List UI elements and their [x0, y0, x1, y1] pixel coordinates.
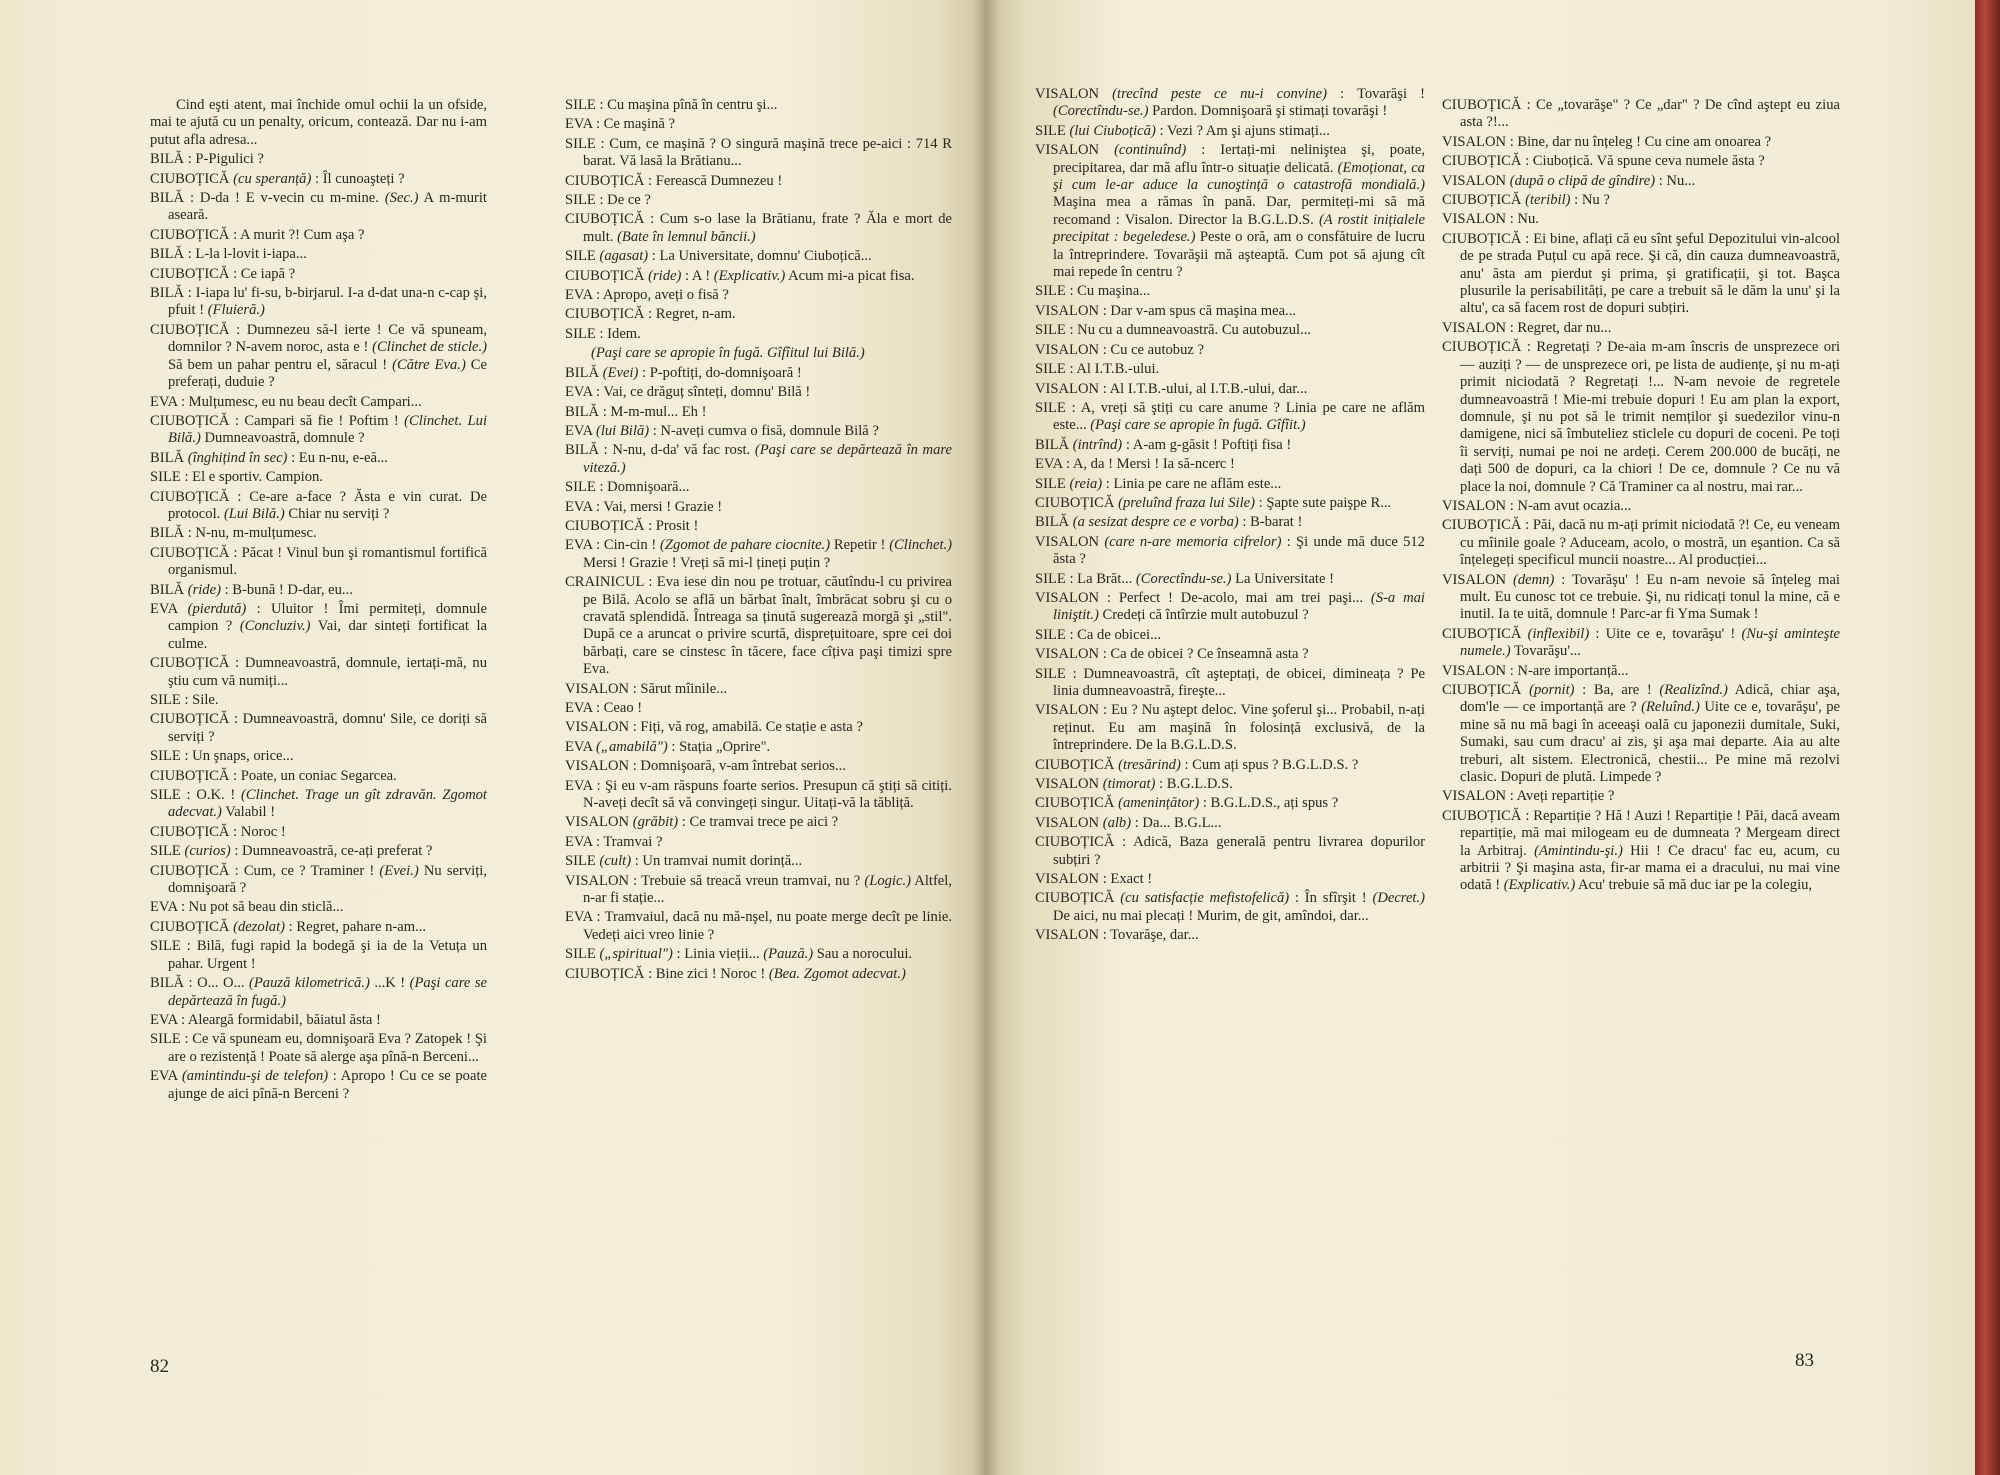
dialogue-line: VISALON : N-are importanță... — [1442, 662, 1629, 679]
dialogue-line: CIUBOȚICĂ (inflexibil) : Uite ce e, tovarăşu' ! (Nu-şi aminteşte numele.) Tovarăşu'... — [1442, 625, 1840, 660]
dialogue-line: SILE (reia) : Linia pe care ne aflăm este... — [1035, 475, 1282, 492]
dialogue-line: CIUBOȚICĂ (teribil) : Nu ? — [1442, 192, 1610, 209]
dialogue-line: CIUBOȚICĂ (dezolat) : Regret, pahare n-am... — [150, 918, 427, 935]
dialogue-line: EVA (lui Bilă) : N-aveți cumva o fisă, domnule Bilă ? — [565, 422, 879, 439]
dialogue-line: BILĂ (a sesizat despre ce e vorba) : B-barat ! — [1035, 514, 1303, 531]
dialogue-line: SILE : Cu maşina... — [1035, 283, 1151, 300]
dialogue-line: SILE (curios) : Dumneavoastră, ce-ați preferat ? — [150, 843, 433, 860]
dialogue-line: SILE (cult) : Un tramvai numit dorință... — [565, 853, 803, 870]
dialogue-line: CIUBOȚICĂ : Cum s-o lase la Brătianu, frate ? Ăla e mort de mult. (Bate în lemnul băncii.) — [565, 211, 952, 245]
dialogue-line: VISALON : N-am avut ocazia... — [1442, 497, 1632, 514]
dialogue-line: CIUBOȚICĂ : Ce iapă ? — [150, 265, 296, 282]
dialogue-line: BILĂ : I-iapa lu' fi-su, b-birjarul. I-a d-dat una-n c-cap şi, pfuit ! (Fluieră.) — [150, 285, 487, 319]
dialogue-line: CIUBOȚICĂ : Prosit ! — [565, 517, 699, 534]
dialogue-line: VISALON : Perfect ! De-acolo, mai am trei paşi... (S-a mai liniştit.) Credeți că întîrzie mult autobuzul ? — [1035, 589, 1425, 624]
dialogue-line: CIUBOȚICĂ : Adică, Baza generală pentru livrarea dopurilor subțiri ? — [1035, 834, 1425, 868]
right-page — [985, 0, 1975, 1475]
dialogue-line: CIUBOȚICĂ : Dumneavoastră, domnu' Sile, ce doriți să serviți ? — [150, 711, 487, 745]
right-column-1 — [1035, 86, 1425, 947]
left-column-2 — [565, 97, 952, 985]
dialogue-line: SILE : Cu maşina pînă în centru şi... — [565, 97, 778, 113]
dialogue-line: CRAINICUL : Eva iese din nou pe trotuar, căutîndu-l cu privirea pe Bilă. Acolo se află un bărbat înalt, îmbrăcat sobru şi cu o cravată splendidă. Întreaga sa ținută sugerează morgă şi „stil". După ce a aruncat o privire scurtă, disprețuitoare, spre cei doi bărbați, care se cinstesc în tăcere, face cîțiva paşi timizi spre Eva. — [565, 574, 952, 678]
dialogue-line: SILE : Bilă, fugi rapid la bodegă şi ia de la Vetuța un pahar. Urgent ! — [150, 938, 487, 972]
page-number-right: 83 — [1795, 1350, 1814, 1371]
dialogue-line: CIUBOȚICĂ : Cum, ce ? Traminer ! (Evei.) Nu serviți, domnişoară ? — [150, 862, 487, 897]
dialogue-line: CIUBOȚICĂ : Păcat ! Vinul bun şi romantismul fortifică organismul. — [150, 544, 487, 579]
dialogue-line: VISALON (continuînd) : Iertați-mi neliniştea şi, poate, precipitarea, dar mă aflu într-o situație delicată. (Emoționat, ca şi cum le-ar aduce la cunoştință o catastrofă mondială.) Maşina mea a rămas în pană. Dar, permiteți-mi să mă recomand : Visalon. Director la B.G.L.D.S. (A rostit inițialele precipitat : begeledese.) Peste o oră, am o consfătuire de lucru la întreprindere. Tovarăşii mă aşteaptă. Cum pot să ajung cît mai repede în centru ? — [1035, 142, 1426, 281]
dialogue-line: VISALON : Eu ? Nu aştept deloc. Vine şoferul şi... Probabil, n-ați reținut. Eu am maşină în folosință exclusivă, de la întreprindere. De la B.G.L.D.S. — [1035, 702, 1425, 754]
dialogue-line: VISALON : Trebuie să treacă vreun tramvai, nu ? (Logic.) Altfel, n-ar fi stație... — [565, 872, 952, 907]
dialogue-line: SILE : Cum, ce maşină ? O singură maşină trece pe-aici : 714 R barat. Vă lasă la Brătianu... — [565, 135, 952, 170]
dialogue-line: BILĂ : L-la l-lovit i-iapa... — [150, 246, 307, 263]
dialogue-line: VISALON : Regret, dar nu... — [1442, 319, 1612, 336]
dialogue-line: SILE : A, vreți să ştiți cu care anume ? Linia pe care ne aflăm este... (Paşi care se apropie în fugă. Gîfîit.) — [1035, 399, 1425, 434]
dialogue-line: SILE : El e sportiv. Campion. — [150, 469, 323, 486]
dialogue-line: VISALON (trecînd peste ce nu-i convine) : Tovarăşi ! (Corectîndu-se.) Pardon. Domnişoară şi stimați tovarăşi ! — [1035, 86, 1425, 120]
dialogue-line: CIUBOȚICĂ : Păi, dacă nu m-ați primit niciodată ?! Ce, eu veneam cu mîinile goale ? Aduceam, acolo, o mostră, un eşantion. Ca să înțelegeți specificul muncii noastre... Al producției... — [1442, 517, 1840, 569]
dialogue-line: SILE : Al I.T.B.-ului. — [1035, 361, 1160, 378]
dialogue-line: VISALON : Cu ce autobuz ? — [1035, 341, 1205, 358]
dialogue-line: EVA : Vai, mersi ! Grazie ! — [565, 498, 723, 515]
dialogue-line: VISALON : Bine, dar nu înțeleg ! Cu cine am onoarea ? — [1442, 133, 1772, 150]
dialogue-line: VISALON (timorat) : B.G.L.D.S. — [1035, 776, 1233, 793]
dialogue-line: CIUBOȚICĂ : Poate, un coniac Segarcea. — [150, 767, 397, 784]
dialogue-line: SILE : Ce vă spuneam eu, domnişoară Eva ? Zatopek ! Şi are o rezistență ! Poate să alerge aşa pînă-n Berceni... — [150, 1031, 487, 1065]
dialogue-line: SILE : Domnişoară... — [565, 479, 690, 496]
dialogue-line: CIUBOȚICĂ : Ce „tovarăşe" ? Ce „dar" ? De cînd aştept eu ziua asta ?!... — [1442, 97, 1840, 131]
dialogue-line: BILĂ : O... O... (Pauză kilometrică.) ...K ! (Paşi care se depărtează în fugă.) — [150, 975, 487, 1009]
dialogue-line: CIUBOȚICĂ : A murit ?! Cum aşa ? — [150, 226, 365, 243]
dialogue-line: CIUBOȚICĂ : Ce-are a-face ? Ăsta e vin curat. De protocol. (Lui Bilă.) Chiar nu serviți ? — [150, 488, 487, 522]
dialogue-line: CIUBOȚICĂ : Dumnezeu să-l ierte ! Ce vă spuneam, domnilor ? N-avem noroc, asta e ! (Clinchet de sticle.) Să bem un pahar pentru el, săracul ! (Către Eva.) Ce preferați, duduie ? — [150, 321, 488, 391]
dialogue-line: SILE : Dumneavoastră, cît aşteptați, de obicei, dimineața ? Pe linia dumneavoastră, fireşte... — [1035, 665, 1425, 699]
dialogue-line: CIUBOȚICĂ : Regretați ? De-aia m-am înscris de unsprezece ori — auziți ? — de unsprezece ori, pe lista de audiențe, şi nu m-ați primit niciodată ? Regretați !... N-am nevoie de regretele dumneavoastră ! Mie-mi trebuie dopuri ! Eu am plan la export, domnule, şi nu pot să le trimit nemților şi suedezilor vinu-n damigene, nici să îmbuteliez sticlele cu dopuri de coceni. Pe toți îi serviți, numai pe noi ne ardeți. Cerem 200.000 de bucăți, ne dați 500 de dopuri, ca la chiori ! De ce, domnule ? Ce nu vă place la noi, domnule ? Că Traminer ca al nostru, mai rar... — [1442, 339, 1840, 495]
dialogue-line: VISALON : Fiți, vă rog, amabilă. Ce stație e asta ? — [565, 719, 863, 736]
dialogue-line: EVA : Şi eu v-am răspuns foarte serios. Presupun că ştiți să citiți. N-aveți decît să vă convingeți singur. Uitați-vă la tăbliță. — [565, 777, 952, 812]
dialogue-line: VISALON (grăbit) : Ce tramvai trece pe aici ? — [565, 814, 839, 831]
dialogue-line: CIUBOȚICĂ : Campari să fie ! Poftim ! (Clinchet. Lui Bilă.) Dumneavoastră, domnule ? — [150, 412, 488, 447]
dialogue-line: EVA : Aleargă formidabil, băiatul ăsta ! — [150, 1011, 381, 1028]
dialogue-line: EVA (amintindu-şi de telefon) : Apropo ! Cu ce se poate ajunge de aici pînă-n Berceni ? — [150, 1068, 487, 1102]
dialogue-line: EVA : Ce maşină ? — [565, 116, 675, 133]
dialogue-line: SILE (lui Ciuboțică) : Vezi ? Am şi ajuns stimați... — [1035, 122, 1330, 139]
dialogue-line: VISALON : Nu. — [1442, 211, 1539, 228]
dialogue-line: SILE : Un şnaps, orice... — [150, 748, 294, 765]
right-column-2 — [1442, 97, 1840, 897]
dialogue-line: SILE : Nu cu a dumneavoastră. Cu autobuzul... — [1035, 322, 1311, 339]
dialogue-line: CIUBOȚICĂ : Bine zici ! Noroc ! (Bea. Zgomot adecvat.) — [565, 965, 906, 982]
dialogue-line: CIUBOȚICĂ : Ei bine, aflați că eu sînt şeful Depozitului vin-alcool de pe strada Puțul cu apă rece. Şi că, din cauza dumneavoastră, anu' ăsta am pierdut şi prima, şi gratificații, şi tot. Başca plusurile la perisabilități, pe care a trebuit să le dăm la unu' şi la altu', ca să facem rost de dopuri subțiri. — [1442, 230, 1840, 317]
dialogue-line: SILE : Sile. — [150, 692, 219, 708]
left-column-1 — [150, 97, 487, 1105]
dialogue-line: Cind eşti atent, mai închide omul ochii la un ofside, mai te ajută cu un penalty, oricum, contează. Dar nu i-am putut afla adresa... — [150, 97, 487, 148]
dialogue-line: BILĂ : N-nu, m-mulțumesc. — [150, 525, 317, 542]
dialogue-line: EVA : Ceao ! — [565, 700, 643, 716]
dialogue-line: CIUBOȚICĂ : Ciuboțică. Vă spune ceva numele ăsta ? — [1442, 153, 1765, 170]
dialogue-line: VISALON : Domnişoară, v-am întrebat serios... — [565, 758, 846, 775]
dialogue-line: CIUBOȚICĂ (preluînd fraza lui Sile) : Şapte sute paişpe R... — [1035, 494, 1392, 511]
dialogue-line: EVA : Tramvai ? — [565, 833, 663, 850]
dialogue-line: SILE („spiritual") : Linia vieții... (Pauză.) Sau a norocului. — [565, 946, 913, 963]
dialogue-line: CIUBOȚICĂ (cu satisfacție mefistofelică) : În sfîrşit ! (Decret.) De aici, nu mai plecați ! Murim, de git, amîndoi, dar... — [1035, 890, 1425, 924]
dialogue-line: CIUBOȚICĂ (cu speranță) : Îl cunoaşteți ? — [150, 170, 405, 187]
dialogue-line: EVA : Tramvaiul, dacă nu mă-nşel, nu poate merge decît pe linie. Vedeți aici vreo linie ? — [565, 909, 952, 943]
dialogue-line: SILE : O.K. ! (Clinchet. Trage un gît zdravăn. Zgomot adecvat.) Valabil ! — [150, 787, 487, 821]
dialogue-line: VISALON (după o clipă de gîndire) : Nu... — [1442, 172, 1696, 189]
dialogue-line: VISALON (alb) : Da... B.G.L... — [1035, 814, 1222, 831]
dialogue-line: VISALON : Ca de obicei ? Ce înseamnă asta ? — [1035, 646, 1309, 663]
dialogue-line: VISALON (care n-are memoria cifrelor) : Şi unde mă duce 512 ăsta ? — [1035, 533, 1425, 568]
dialogue-line: SILE : De ce ? — [565, 192, 651, 209]
page-number-left: 82 — [150, 1356, 169, 1377]
dialogue-line: VISALON : Tovarăşe, dar... — [1035, 927, 1199, 944]
dialogue-line: CIUBOȚICĂ (amenințător) : B.G.L.D.S., ați spus ? — [1035, 795, 1339, 812]
dialogue-line: CIUBOȚICĂ : Ferească Dumnezeu ! — [565, 172, 783, 189]
dialogue-line: VISALON : Aveți repartiție ? — [1442, 788, 1615, 805]
dialogue-line: SILE (agasat) : La Universitate, domnu' Ciuboțică... — [565, 248, 872, 265]
dialogue-line: VISALON (demn) : Tovarăşu' ! Eu n-am nevoie să înțeleg mai mult. Eu cunosc tot ce trebuie. Şi, nu ridicați tonul la mine, că e inutil. Ia te uită, domnule ! Parc-ar fi Yma Sumak ! — [1442, 571, 1840, 623]
dialogue-line: EVA : Nu pot să beau din sticlă... — [150, 899, 344, 916]
dialogue-line: EVA : Vai, ce drăguț sînteți, domnu' Bilă ! — [565, 384, 811, 401]
dialogue-line: EVA : Mulțumesc, eu nu beau decît Campari... — [150, 393, 422, 410]
dialogue-line: CIUBOȚICĂ (ride) : A ! (Explicativ.) Acum mi-a picat fisa. — [565, 267, 915, 284]
dialogue-line: BILĂ (Evei) : P-poftiți, do-domnişoară ! — [565, 364, 802, 381]
dialogue-line: BILĂ : P-Pigulici ? — [150, 151, 264, 168]
dialogue-line: EVA (pierdută) : Uluitor ! Îmi permiteți, domnule campion ? (Concluziv.) Vai, dar sinteți fortificat la culme. — [150, 600, 487, 652]
dialogue-line: CIUBOȚICĂ : Regret, n-am. — [565, 306, 736, 323]
dialogue-line: BILĂ : D-da ! E v-vecin cu m-mine. (Sec.) A m-murit aseară. — [150, 190, 487, 224]
book-binding-edge — [1975, 0, 2000, 1475]
dialogue-line: SILE : Idem. — [565, 325, 641, 342]
dialogue-line: CIUBOȚICĂ : Dumneavoastră, domnule, iertați-mă, nu ştiu cum vă numiți... — [150, 655, 487, 689]
dialogue-line: EVA : Apropo, aveți o fisă ? — [565, 287, 729, 304]
dialogue-line: VISALON : Dar v-am spus că maşina mea... — [1035, 302, 1296, 319]
dialogue-line: BILĂ : M-m-mul... Eh ! — [565, 403, 707, 420]
dialogue-line: BILĂ (intrînd) : A-am g-găsit ! Poftiți fisa ! — [1035, 436, 1292, 453]
dialogue-line: EVA („amabilă") : Stația „Oprire". — [565, 738, 771, 755]
dialogue-line: BILĂ (ride) : B-bună ! D-dar, eu... — [150, 581, 353, 598]
dialogue-line: CIUBOȚICĂ (pornit) : Ba, are ! (Realizînd.) Adică, chiar aşa, dom'le — ce importanță are ? (Reluînd.) Uite ce e, tovarăşu', pe mine să nu mă bagi în aceeaşi oală cu japonezii dumitale, Suki, Sumaki, sau cum dracu' ai zis, şi aşa mai departe. Aia au alte treburi, alt sistem. Electronică, chestii... Pe mine mă rezolvi clasic. Dopuri de plută. Limpede ? — [1442, 682, 1840, 786]
left-page — [0, 0, 985, 1475]
dialogue-line: (Paşi care se apropie în fugă. Gîfîitul lui Bilă.) — [591, 345, 865, 362]
dialogue-line: BILĂ (înghițind în sec) : Eu n-nu, e-eă... — [150, 449, 388, 466]
book-gutter-shadow — [972, 0, 1000, 1475]
dialogue-line: CIUBOȚICĂ : Repartiție ? Hă ! Auzi ! Repartiție ! Păi, dacă aveam repartiție, mă mai milogeam eu de dumneata ? Mergeam direct la Arbitraj. (Amintindu-şi.) Hii ! Ce dracu' fac eu, acum, cu arbitrii ? Şi maşina asta, fir-ar mama ei a dracului, nu mai vine odată ! (Explicativ.) Acu' trebuie să mă duc iar pe la colegiu, — [1442, 807, 1840, 894]
dialogue-line: EVA : Cin-cin ! (Zgomot de pahare ciocnite.) Repetir ! (Clinchet.) Mersi ! Grazie ! Vreți să mi-l țineți puțin ? — [565, 537, 953, 571]
dialogue-line: CIUBOȚICĂ (tresărind) : Cum ați spus ? B.G.L.D.S. ? — [1035, 756, 1359, 773]
dialogue-line: CIUBOȚICĂ : Noroc ! — [150, 823, 286, 840]
dialogue-line: SILE : La Brăt... (Corectîndu-se.) La Universitate ! — [1035, 570, 1334, 587]
dialogue-line: VISALON : Exact ! — [1035, 871, 1153, 888]
dialogue-line: SILE : Ca de obicei... — [1035, 626, 1162, 643]
dialogue-line: VISALON : Al I.T.B.-ului, al I.T.B.-ului, dar... — [1035, 380, 1308, 397]
dialogue-line: EVA : A, da ! Mersi ! Ia să-ncerc ! — [1035, 456, 1235, 473]
dialogue-line: BILĂ : N-nu, d-da' vă fac rost. (Paşi care se depărtează în mare viteză.) — [565, 442, 952, 476]
dialogue-line: VISALON : Sărut mîinile... — [565, 680, 728, 697]
